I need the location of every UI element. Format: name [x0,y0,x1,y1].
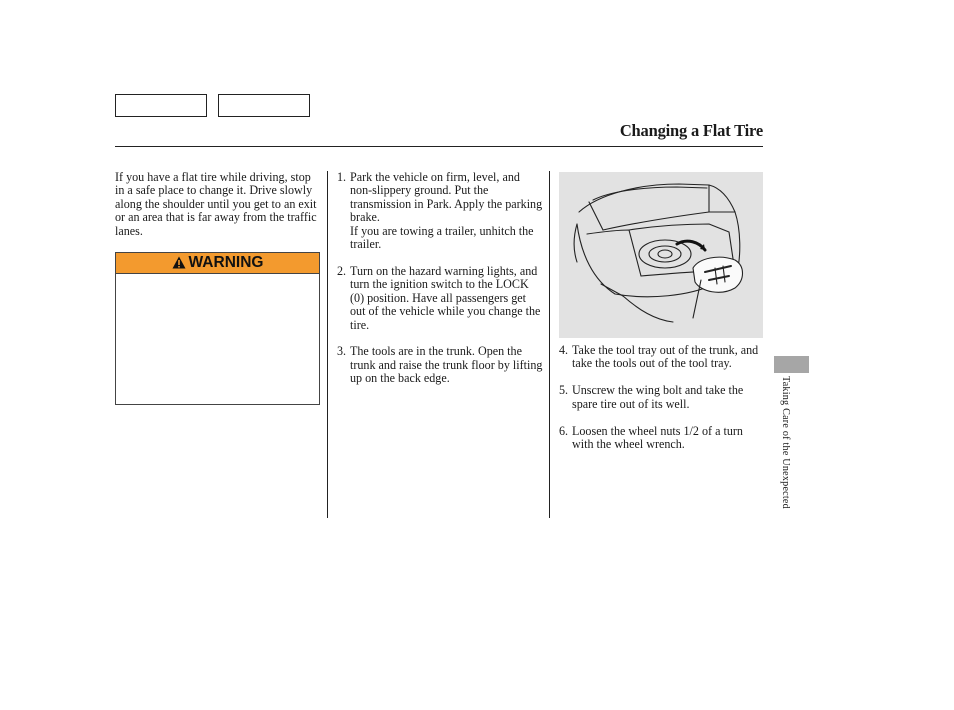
step-text: Take the tool tray out of the trunk, and take the tools out of the tool tray. [572,343,759,371]
step-text: The tools are in the trunk. Open the trunk and raise the trunk floor by lifting up on the back edge. [350,344,543,386]
step-item [559,425,765,452]
intro-column [115,171,320,238]
step-number: 1. [337,170,347,184]
step-item [559,344,765,371]
column-divider [327,171,328,518]
step-text: Unscrew the wing bolt and take the spare tire out of its well. [572,383,744,411]
nav-button-previous[interactable] [115,94,207,117]
step-number: 5. [559,383,569,398]
steps-list [337,171,543,399]
step-item [337,345,543,385]
step-number: 2. [337,263,347,278]
step-text: Loosen the wheel nuts 1/2 of a turn with the wheel wrench. [572,423,743,452]
step-text: Park the vehicle on firm, level, and non-slippery ground. Put the transmission in Park. Apply the parking brake. [350,170,543,225]
step-note: If you are towing a trailer, unhitch the trailer. [350,223,534,252]
intro-paragraph: If you have a flat tire while driving, stop in a safe place to change it. Drive slowly along the shoulder until you get to an exit or an area that is far away from the traffic lanes. [115,170,317,238]
step-number: 3. [337,344,347,359]
step-item [337,171,543,251]
step-item [559,384,765,411]
trunk-spare-tire-illustration [559,172,763,338]
step-item [337,265,543,332]
section-label: Taking Care of the Unexpected [780,376,791,509]
steps-list [559,344,765,465]
warning-header [116,253,319,274]
nav-button-next[interactable] [218,94,310,117]
column-divider [549,171,550,518]
section-tab[interactable] [774,356,809,373]
step-number: 6. [559,423,569,438]
title-divider [115,146,763,147]
warning-label: WARNING [188,254,264,271]
trunk-illustration-icon [559,172,763,338]
step-number: 4. [559,343,569,357]
step-text: Turn on the hazard warning lights, and turn the ignition switch to the LOCK (0) position. Have all passengers get out of the vehicle while you change the tire. [350,263,541,332]
page-title: Changing a Flat Tire [619,121,763,140]
warning-box [115,252,320,405]
warning-triangle-icon [172,256,186,269]
